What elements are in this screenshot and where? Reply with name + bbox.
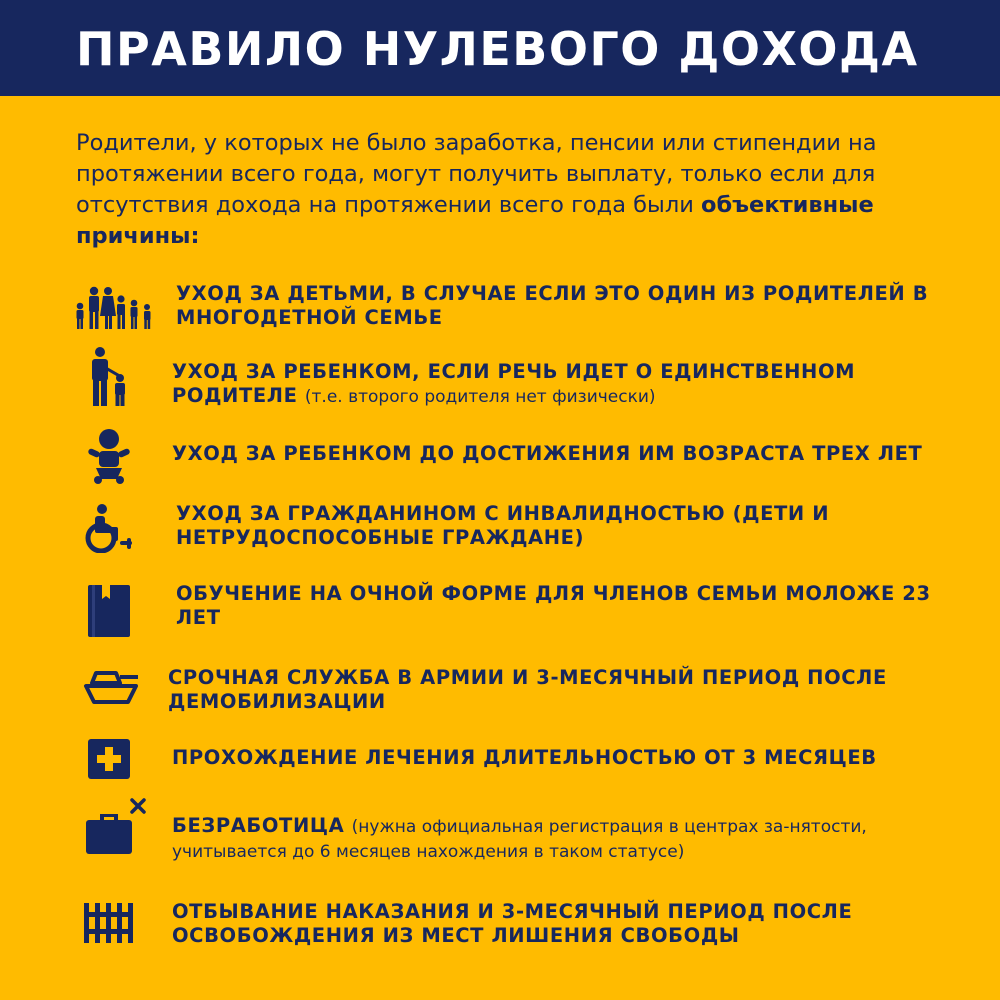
book-icon [88,585,130,637]
item-text: ОБУЧЕНИЕ НА ОЧНОЙ ФОРМЕ ДЛЯ ЧЛЕНОВ СЕМЬИ МОЛОЖЕ 23 ЛЕТ [176,582,931,629]
item-text: УХОД ЗА ГРАЖДАНИНОМ С ИНВАЛИДНОСТЬЮ (ДЕТИ И НЕТРУДОСПОСОБНЫЕ ГРАЖДАНЕ) [176,502,830,549]
baby-icon [86,428,132,484]
item-text: ПРОХОЖДЕНИЕ ЛЕЧЕНИЯ ДЛИТЕЛЬНОСТЬЮ ОТ 3 МЕСЯЦЕВ [172,746,877,769]
intro-text: Родители, у которых не было заработка, пенсии или стипендии на протяжении всего года, могут получить выплату, только если для отсутствия дохода на протяжении всего года были [76,130,877,218]
intro-bold-text: объективные причины: [76,192,874,249]
header-bar [0,0,1000,96]
item-text: УХОД ЗА РЕБЕНКОМ, ЕСЛИ РЕЧЬ ИДЕТ О ЕДИНСТВЕННОМ РОДИТЕЛЕ (т.е. второго родителя нет физически) [172,360,856,407]
item-text: БЕЗРАБОТИЦА (нужна официальная регистрация в центрах за-нятости, учитывается до 6 месяцев нахождения в таком статусе) [172,814,867,862]
item-text: УХОД ЗА ДЕТЬМИ, В СЛУЧАЕ ЕСЛИ ЭТО ОДИН ИЗ РОДИТЕЛЕЙ В МНОГОДЕТНОЙ СЕМЬЕ [176,282,929,329]
item-note: (т.е. второго родителя нет физически) [304,387,656,407]
item-note: (нужна официальная регистрация в центрах за-нятости, учитывается до 6 месяцев нахождения в таком статусе) [172,817,867,862]
wheelchair-icon [82,503,134,553]
item-text: УХОД ЗА РЕБЕНКОМ ДО ДОСТИЖЕНИЯ ИМ ВОЗРАСТА ТРЕХ ЛЕТ [172,442,923,465]
intro-paragraph [76,128,956,252]
family-icon [74,285,154,331]
briefcase-x-icon [86,798,150,860]
parent-child-icon [86,346,130,408]
tank-icon [82,669,140,705]
item-text: ОТБЫВАНИЕ НАКАЗАНИЯ И 3-МЕСЯЧНЫЙ ПЕРИОД ПОСЛЕ ОСВОБОЖДЕНИЯ ИЗ МЕСТ ЛИШЕНИЯ СВОБОДЫ [172,900,853,947]
page-title: ПРАВИЛО НУЛЕВОГО ДОХОДА [76,22,919,76]
medical-cross-icon [88,739,130,779]
prison-bars-icon [84,903,134,943]
item-text: СРОЧНАЯ СЛУЖБА В АРМИИ И 3-МЕСЯЧНЫЙ ПЕРИОД ПОСЛЕ ДЕМОБИЛИЗАЦИИ [168,666,887,713]
